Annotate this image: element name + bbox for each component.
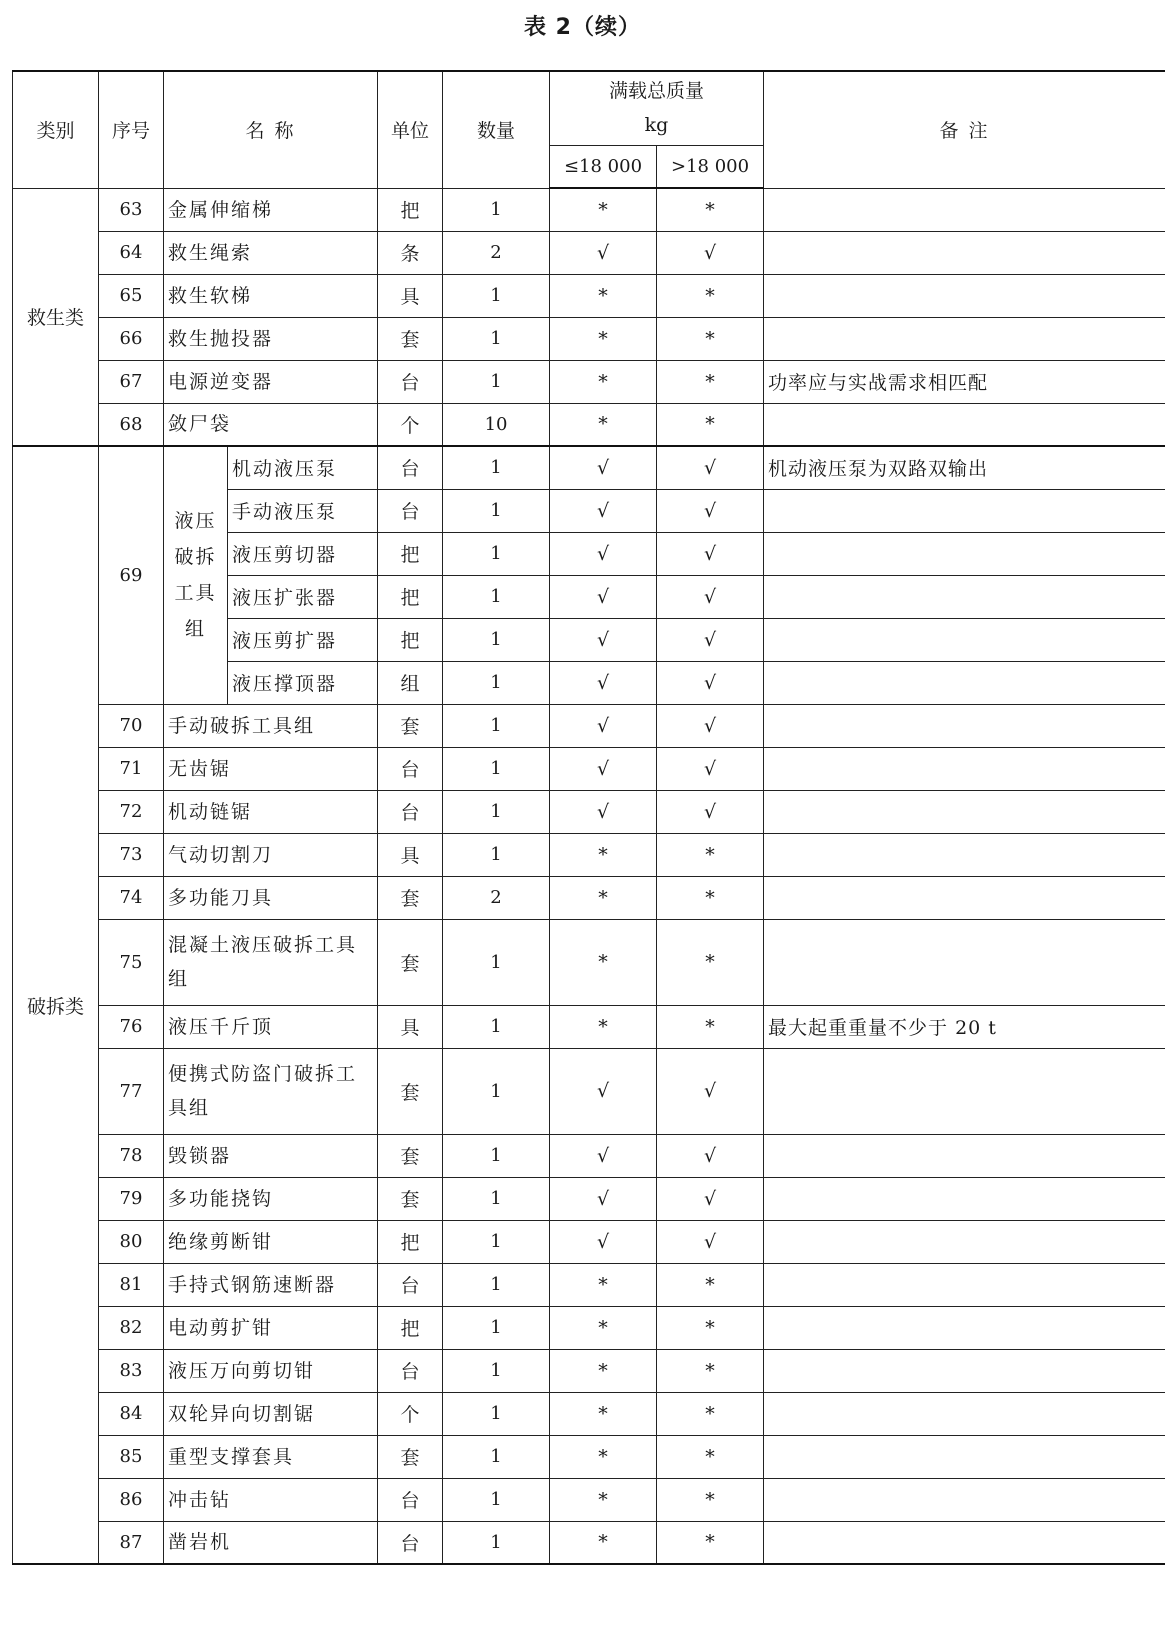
row-mass-low: √ [550,1048,657,1134]
row-mass-high: √ [657,661,764,704]
row-unit: 个 [378,1392,443,1435]
row-name: 救生软梯 [164,274,378,317]
row-seq: 84 [99,1392,164,1435]
row-qty: 1 [443,1177,550,1220]
row-name: 无齿锯 [164,747,378,790]
row-remark [764,489,1165,532]
row-remark [764,876,1165,919]
row-name: 冲击钻 [164,1478,378,1521]
row-mass-high: * [657,1478,764,1521]
row-remark [764,919,1165,1005]
rescue-group [13,188,1165,446]
row-qty: 1 [443,661,550,704]
row-mass-high: √ [657,532,764,575]
row-mass-low: √ [550,446,657,489]
row-qty: 1 [443,446,550,489]
row-unit: 把 [378,618,443,661]
row-mass-low: * [550,360,657,403]
row-remark [764,747,1165,790]
row-qty: 1 [443,919,550,1005]
row-mass-low: √ [550,661,657,704]
header-remark [764,71,1165,188]
row-unit: 个 [378,403,443,446]
row-seq: 67 [99,360,164,403]
row-qty: 1 [443,1349,550,1392]
row-qty: 1 [443,1048,550,1134]
row-qty: 10 [443,403,550,446]
row-remark [764,1134,1165,1177]
sub-item-name: 液压剪扩器 [228,618,378,661]
row-mass-low: √ [550,1134,657,1177]
row-mass-low: * [550,876,657,919]
row-qty: 1 [443,360,550,403]
row-mass-high: * [657,919,764,1005]
header-mass [550,71,764,145]
row-name: 凿岩机 [164,1521,378,1564]
row-mass-low: √ [550,231,657,274]
row-mass-low: √ [550,575,657,618]
row-seq: 81 [99,1263,164,1306]
header-remark-text: 备 注 [939,120,990,143]
row-remark [764,317,1165,360]
row-unit: 具 [378,833,443,876]
row-mass-high: * [657,403,764,446]
row-name: 救生绳索 [164,231,378,274]
row-name: 电源逆变器 [164,360,378,403]
row-seq: 80 [99,1220,164,1263]
row-remark [764,833,1165,876]
row-mass-high: * [657,1392,764,1435]
row-remark [764,274,1165,317]
row-name: 多功能刀具 [164,876,378,919]
row-remark [764,403,1165,446]
row-seq: 86 [99,1478,164,1521]
row-mass-high: * [657,274,764,317]
row-name: 救生抛投器 [164,317,378,360]
row-mass-low: * [550,1263,657,1306]
row-seq: 79 [99,1177,164,1220]
row-qty: 1 [443,317,550,360]
row-qty: 1 [443,1435,550,1478]
sub-item-name: 液压剪切器 [228,532,378,575]
row-seq: 85 [99,1435,164,1478]
header-unit: 单位 [378,71,443,188]
row-name: 气动切割刀 [164,833,378,876]
header-mass-unit: kg [644,114,669,137]
row-mass-high: * [657,833,764,876]
row-mass-low: √ [550,704,657,747]
row-remark [764,704,1165,747]
row-name: 手持式钢筋速断器 [164,1263,378,1306]
row-unit: 台 [378,1521,443,1564]
row-mass-low: √ [550,1177,657,1220]
row-seq: 68 [99,403,164,446]
row-seq: 82 [99,1306,164,1349]
header-mass-high: >18 000 [657,145,764,188]
row-remark [764,1521,1165,1564]
row-mass-low: * [550,833,657,876]
row-name: 绝缘剪断钳 [164,1220,378,1263]
row-name: 金属伸缩梯 [164,188,378,231]
row-seq: 65 [99,274,164,317]
row-remark [764,231,1165,274]
row-mass-high: √ [657,575,764,618]
row-mass-low: * [550,1005,657,1048]
row-qty: 1 [443,532,550,575]
row-mass-high: * [657,1306,764,1349]
row-mass-high: * [657,1435,764,1478]
hydraulic-group-label: 液压破拆工具组 [164,446,228,704]
row-mass-high: * [657,317,764,360]
row-qty: 1 [443,1478,550,1521]
row-remark [764,1306,1165,1349]
row-remark [764,790,1165,833]
row-unit: 具 [378,1005,443,1048]
category-demolition: 破拆类 [13,446,99,1564]
row-mass-high: * [657,876,764,919]
row-name: 重型支撑套具 [164,1435,378,1478]
row-qty: 1 [443,1134,550,1177]
row-unit: 台 [378,1478,443,1521]
row-remark [764,1392,1165,1435]
row-qty: 1 [443,1263,550,1306]
row-mass-high: √ [657,747,764,790]
row-remark: 机动液压泵为双路双输出 [764,446,1165,489]
row-mass-low: * [550,1478,657,1521]
row-unit: 把 [378,532,443,575]
header-seq: 序号 [99,71,164,188]
header-category: 类别 [13,71,99,188]
row-mass-high: * [657,1521,764,1564]
row-mass-low: √ [550,618,657,661]
row-qty: 1 [443,833,550,876]
row-mass-high: √ [657,489,764,532]
sub-item-name: 机动液压泵 [228,446,378,489]
row-unit: 套 [378,704,443,747]
row-mass-high: √ [657,1048,764,1134]
row-qty: 2 [443,876,550,919]
row-unit: 台 [378,747,443,790]
row-seq: 73 [99,833,164,876]
row-mass-low: * [550,274,657,317]
row-qty: 1 [443,1220,550,1263]
row-remark [764,1435,1165,1478]
row-unit: 套 [378,1435,443,1478]
row-mass-low: √ [550,747,657,790]
row-name: 手动破拆工具组 [164,704,378,747]
row-seq: 76 [99,1005,164,1048]
row-mass-low: * [550,317,657,360]
row-mass-high: * [657,1005,764,1048]
row-remark [764,532,1165,575]
row-mass-high: √ [657,1220,764,1263]
row-name: 液压万向剪切钳 [164,1349,378,1392]
row-seq: 78 [99,1134,164,1177]
row-mass-low: * [550,403,657,446]
row-mass-high: √ [657,446,764,489]
row-remark [764,188,1165,231]
equipment-table [12,70,1165,1565]
row-unit: 套 [378,1134,443,1177]
row-seq: 87 [99,1521,164,1564]
row-seq: 83 [99,1349,164,1392]
row-qty: 1 [443,1521,550,1564]
row-unit: 把 [378,1306,443,1349]
row-unit: 把 [378,1220,443,1263]
row-unit: 套 [378,919,443,1005]
row-unit: 套 [378,876,443,919]
row-seq: 63 [99,188,164,231]
row-unit: 套 [378,317,443,360]
row-qty: 1 [443,274,550,317]
row-remark [764,1177,1165,1220]
row-remark [764,1048,1165,1134]
header-mass-low: ≤18 000 [550,145,657,188]
row-unit: 把 [378,575,443,618]
row-mass-low: √ [550,790,657,833]
row-seq: 74 [99,876,164,919]
row-qty: 1 [443,618,550,661]
row-mass-high: √ [657,704,764,747]
row-remark [764,661,1165,704]
row-qty: 2 [443,231,550,274]
row-mass-low: * [550,1349,657,1392]
row-qty: 1 [443,790,550,833]
row-mass-low: √ [550,1220,657,1263]
row-mass-low: √ [550,532,657,575]
row-unit: 套 [378,1048,443,1134]
row-mass-high: * [657,1263,764,1306]
row-remark [764,1478,1165,1521]
row-unit: 台 [378,1349,443,1392]
demolition-group [13,446,1165,1564]
row-unit: 把 [378,188,443,231]
row-remark [764,1263,1165,1306]
row-unit: 条 [378,231,443,274]
sub-item-name: 液压扩张器 [228,575,378,618]
header-name-text: 名 称 [245,120,296,143]
category-rescue: 救生类 [13,188,99,446]
row-qty: 1 [443,188,550,231]
row-name: 机动链锯 [164,790,378,833]
table-caption: 表 2（续） [524,15,641,40]
row-seq: 72 [99,790,164,833]
row-name: 液压千斤顶 [164,1005,378,1048]
row-qty: 1 [443,747,550,790]
header-name [164,71,378,188]
row-seq: 77 [99,1048,164,1134]
sub-item-name: 液压撑顶器 [228,661,378,704]
row-name: 毁锁器 [164,1134,378,1177]
row-mass-low: * [550,1306,657,1349]
row-mass-high: * [657,1349,764,1392]
row-unit: 台 [378,360,443,403]
row-mass-low: * [550,1435,657,1478]
row-seq: 70 [99,704,164,747]
row-qty: 1 [443,575,550,618]
row-unit: 台 [378,446,443,489]
row-unit: 台 [378,1263,443,1306]
row-mass-high: √ [657,1134,764,1177]
sub-item-name: 手动液压泵 [228,489,378,532]
row-remark [764,575,1165,618]
row-seq: 66 [99,317,164,360]
row-seq: 64 [99,231,164,274]
row-name: 电动剪扩钳 [164,1306,378,1349]
row-remark [764,1220,1165,1263]
row-unit: 具 [378,274,443,317]
row-unit: 组 [378,661,443,704]
row-mass-low: * [550,1392,657,1435]
row-name: 便携式防盗门破拆工具组 [164,1048,378,1134]
row-remark [764,1349,1165,1392]
row-name: 双轮异向切割锯 [164,1392,378,1435]
row-name: 敛尸袋 [164,403,378,446]
row-remark: 最大起重重量不少于 20 t [764,1005,1165,1048]
row-mass-low: * [550,1521,657,1564]
row-mass-high: * [657,188,764,231]
row-qty: 1 [443,1005,550,1048]
row-qty: 1 [443,1306,550,1349]
row-mass-low: √ [550,489,657,532]
row-seq: 75 [99,919,164,1005]
row-qty: 1 [443,489,550,532]
header-qty: 数量 [443,71,550,188]
row-qty: 1 [443,704,550,747]
row-unit: 台 [378,790,443,833]
row-remark [764,618,1165,661]
row-seq: 69 [99,446,164,704]
row-mass-high: √ [657,618,764,661]
row-mass-high: √ [657,231,764,274]
row-name: 多功能挠钩 [164,1177,378,1220]
row-qty: 1 [443,1392,550,1435]
row-mass-low: * [550,188,657,231]
row-seq: 71 [99,747,164,790]
row-mass-high: √ [657,1177,764,1220]
row-mass-high: √ [657,790,764,833]
header-mass-title: 满载总质量 [609,80,705,103]
row-mass-low: * [550,919,657,1005]
row-unit: 套 [378,1177,443,1220]
row-mass-high: * [657,360,764,403]
row-remark: 功率应与实战需求相匹配 [764,360,1165,403]
row-unit: 台 [378,489,443,532]
row-name: 混凝土液压破拆工具组 [164,919,378,1005]
